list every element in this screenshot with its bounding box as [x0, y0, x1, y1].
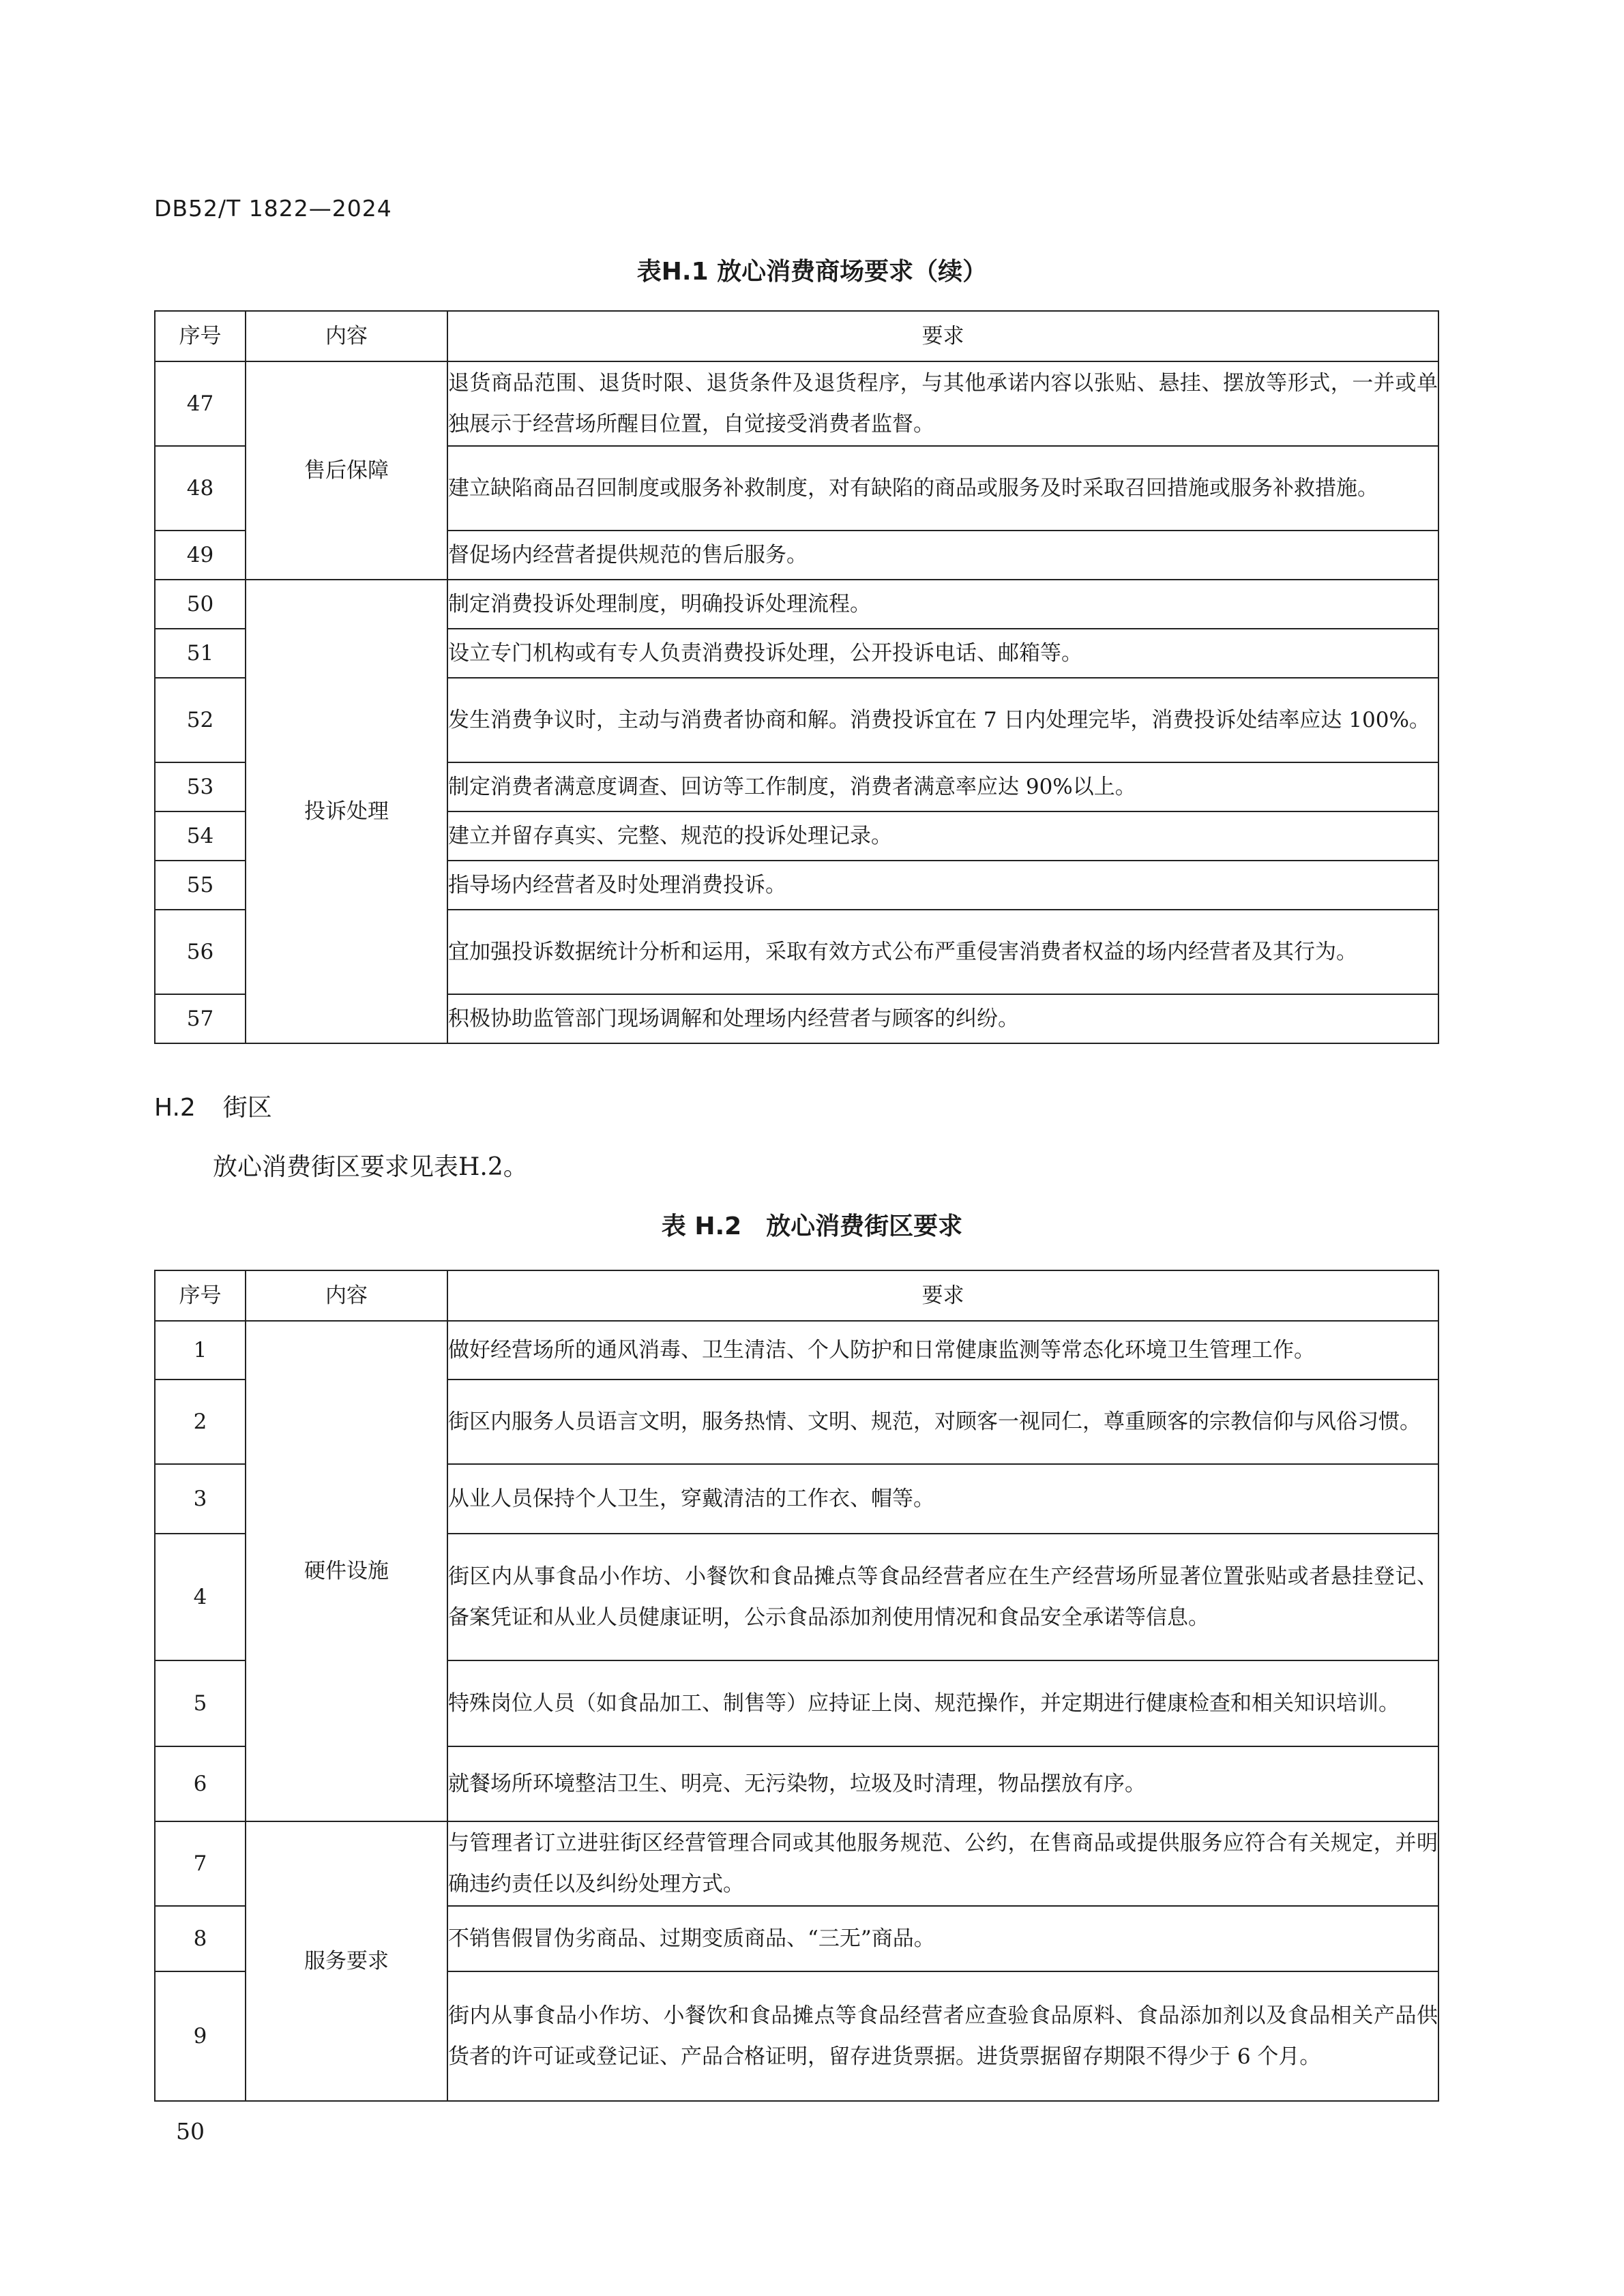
section-number: H.2	[154, 1094, 196, 1122]
requirement-text: 宜加强投诉数据统计分析和运用，采取有效方式公布严重侵害消费者权益的场内经营者及其行为。	[447, 910, 1438, 994]
column-header-number: 序号	[155, 1270, 246, 1321]
row-number: 4	[155, 1534, 246, 1660]
section-heading	[154, 1088, 272, 1123]
page-number: 50	[176, 2118, 205, 2145]
requirement-text: 督促场内经营者提供规范的售后服务。	[447, 531, 1438, 580]
requirement-text: 建立缺陷商品召回制度或服务补救制度，对有缺陷的商品或服务及时采取召回措施或服务补救措施。	[447, 446, 1438, 531]
body-paragraph: 放心消费街区要求见表H.2。	[213, 1153, 528, 1181]
table-h2	[154, 1270, 1439, 2102]
requirement-text: 指导场内经营者及时处理消费投诉。	[447, 861, 1438, 910]
requirement-text: 与管理者订立进驻街区经营管理合同或其他服务规范、公约，在售商品或提供服务应符合有关规定，并明确违约责任以及纠纷处理方式。	[447, 1821, 1438, 1906]
column-header-number: 序号	[155, 311, 246, 361]
row-number: 53	[155, 762, 246, 811]
requirement-text: 街内从事食品小作坊、小餐饮和食品摊点等食品经营者应查验食品原料、食品添加剂以及食品相关产品供货者的许可证或登记证、产品合格证明，留存进货票据。进货票据留存期限不得少于 6 个月。	[447, 1971, 1438, 2101]
row-number: 49	[155, 531, 246, 580]
column-header-content: 内容	[246, 311, 447, 361]
row-number: 5	[155, 1660, 246, 1746]
table-row	[155, 1821, 1438, 1906]
column-header-content: 内容	[246, 1270, 447, 1321]
requirement-text: 特殊岗位人员（如食品加工、制售等）应持证上岗、规范操作，并定期进行健康检查和相关知识培训。	[447, 1660, 1438, 1746]
column-header-requirement: 要求	[447, 311, 1438, 361]
table-header-row	[155, 1270, 1438, 1321]
row-number: 55	[155, 861, 246, 910]
table-header-row	[155, 311, 1438, 361]
row-number: 7	[155, 1821, 246, 1906]
row-number: 3	[155, 1464, 246, 1534]
row-number: 50	[155, 580, 246, 629]
category-cell: 硬件设施	[246, 1321, 447, 1821]
requirement-text: 不销售假冒伪劣商品、过期变质商品、“三无”商品。	[447, 1906, 1438, 1971]
row-number: 2	[155, 1380, 246, 1464]
requirement-text: 就餐场所环境整洁卫生、明亮、无污染物，垃圾及时清理，物品摆放有序。	[447, 1746, 1438, 1821]
table-h2-title: 表 H.2 放心消费街区要求	[661, 1212, 963, 1240]
row-number: 56	[155, 910, 246, 994]
table-row	[155, 1321, 1438, 1380]
requirement-text: 制定消费投诉处理制度，明确投诉处理流程。	[447, 580, 1438, 629]
category-cell: 服务要求	[246, 1821, 447, 2101]
requirement-text: 发生消费争议时，主动与消费者协商和解。消费投诉宜在 7 日内处理完毕，消费投诉处结率应达 100%。	[447, 678, 1438, 762]
row-number: 54	[155, 811, 246, 861]
requirement-text: 做好经营场所的通风消毒、卫生清洁、个人防护和日常健康监测等常态化环境卫生管理工作。	[447, 1321, 1438, 1380]
row-number: 1	[155, 1321, 246, 1380]
requirement-text: 设立专门机构或有专人负责消费投诉处理，公开投诉电话、邮箱等。	[447, 629, 1438, 678]
table-h1	[154, 310, 1439, 1044]
row-number: 48	[155, 446, 246, 531]
table-row	[155, 580, 1438, 629]
row-number: 57	[155, 994, 246, 1043]
table-h1-title: 表H.1 放心消费商场要求（续）	[636, 258, 988, 286]
section-title: 街区	[222, 1094, 272, 1122]
row-number: 6	[155, 1746, 246, 1821]
row-number: 9	[155, 1971, 246, 2101]
row-number: 51	[155, 629, 246, 678]
category-cell: 售后保障	[246, 361, 447, 580]
row-number: 47	[155, 361, 246, 446]
row-number: 52	[155, 678, 246, 762]
requirement-text: 制定消费者满意度调查、回访等工作制度，消费者满意率应达 90%以上。	[447, 762, 1438, 811]
column-header-requirement: 要求	[447, 1270, 1438, 1321]
requirement-text: 积极协助监管部门现场调解和处理场内经营者与顾客的纠纷。	[447, 994, 1438, 1043]
category-cell: 投诉处理	[246, 580, 447, 1043]
requirement-text: 街区内服务人员语言文明，服务热情、文明、规范，对顾客一视同仁，尊重顾客的宗教信仰与风俗习惯。	[447, 1380, 1438, 1464]
requirement-text: 建立并留存真实、完整、规范的投诉处理记录。	[447, 811, 1438, 861]
requirement-text: 退货商品范围、退货时限、退货条件及退货程序，与其他承诺内容以张贴、悬挂、摆放等形式，一并或单独展示于经营场所醒目位置，自觉接受消费者监督。	[447, 361, 1438, 446]
table-row	[155, 361, 1438, 446]
requirement-text: 从业人员保持个人卫生，穿戴清洁的工作衣、帽等。	[447, 1464, 1438, 1534]
row-number: 8	[155, 1906, 246, 1971]
requirement-text: 街区内从事食品小作坊、小餐饮和食品摊点等食品经营者应在生产经营场所显著位置张贴或者悬挂登记、备案凭证和从业人员健康证明，公示食品添加剂使用情况和食品安全承诺等信息。	[447, 1534, 1438, 1660]
document-code: DB52/T 1822—2024	[154, 195, 392, 222]
